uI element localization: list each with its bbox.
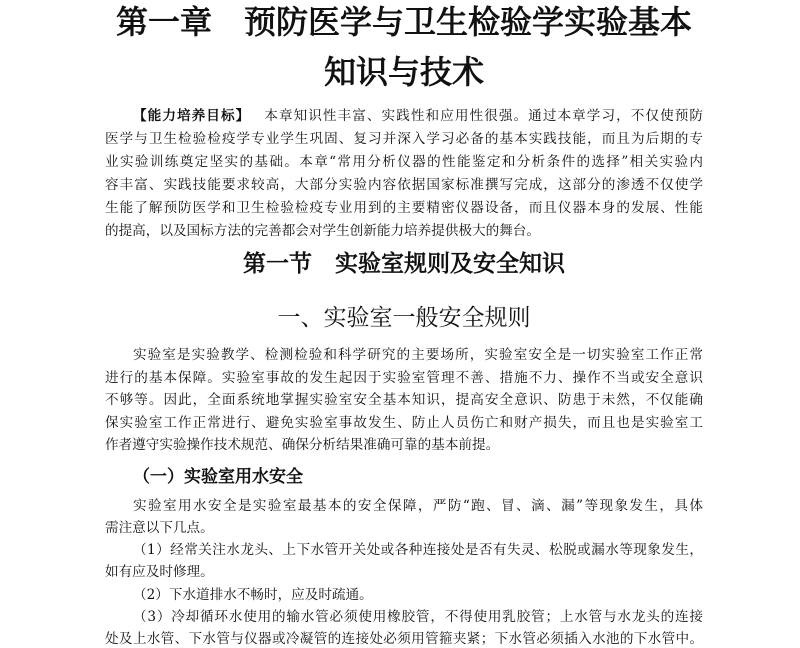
paragraph-line: 实验室是实验教学、检测检验和科学研究的主要场所，实验室安全是一切实验室工作正常 [133,347,703,363]
list-item-1-line: （1）经常关注水龙头、上下水管开关处或各种连接处是否有失灵、松脱或漏水等现象发生， [133,542,703,558]
objective-line: 医学与卫生检验检疫学专业学生巩固、复习并深入学习必备的基本实践技能，而且为后期的专 [105,131,703,147]
list-item-1-line: 如有应及时修理。 [105,564,214,580]
paragraph-line: 保实验室工作正常进行、避免实验室事故发生、防止人员伤亡和财产损失，而且也是实验室工 [105,415,703,431]
water-safety-intro-line: 实验室用水安全是实验室最基本的安全保障，严防“跑、冒、滴、漏”等现象发生，具体 [133,498,703,514]
objective-text: 本章知识性丰富、实践性和应用性很强。通过本章学习，不仅使预防 [264,108,704,124]
subsection-title: 一、实验室一般安全规则 [277,305,531,331]
list-item-3-line: 处及上水管、下水管与仪器或冷凝管的连接处必须用管箍夹紧；下水管必须插入水池的下水管中。 [105,631,703,647]
objective-line: 业实验训练奠定坚实的基础。本章“常用分析仪器的性能鉴定和分析条件的选择”相关实验内 [105,154,703,170]
chapter-title-line-2: 知识与技术 [323,53,484,91]
paragraph-line: 进行的基本保障。实验室事故的发生起因于实验室管理不善、措施不力、操作不当或安全意识 [105,370,703,386]
objective-line: 容丰富、实践技能要求较高，大部分实验内容依据国家标准撰写完成，这部分的渗透不仅使学 [105,177,703,193]
objective-label: 【能力培养目标】 [133,108,251,124]
objective-line [133,107,703,125]
paragraph-line: 不够等。因此，全面系统地掌握实验室安全基本知识，提高安全意识、防患于未然，不仅能确 [105,392,703,408]
chapter-title-line-1: 第一章 预防医学与卫生检验学实验基本 [115,3,692,41]
objective-line: 生能了解预防医学和卫生检验检疫专业用到的主要精密仪器设备，而且仪器本身的发展、性能 [105,200,703,216]
water-safety-title: （一）实验室用水安全 [133,467,303,487]
paragraph-line: 作者遵守实验操作技术规范、确保分析结果准确可靠的基本前提。 [105,437,500,453]
water-safety-intro-line: 需注意以下几点。 [105,520,214,536]
list-item-2-line: （2）下水道排水不畅时，应及时疏通。 [133,587,373,603]
section-title: 第一节 实验室规则及安全知识 [243,250,565,277]
list-item-3-line: （3）冷却循环水使用的输水管必须使用橡胶管，不得使用乳胶管；上水管与水龙头的连接 [133,609,703,625]
objective-line: 的提高，以及国标方法的完善都会对学生创新能力培养提供极大的舞台。 [105,223,540,239]
